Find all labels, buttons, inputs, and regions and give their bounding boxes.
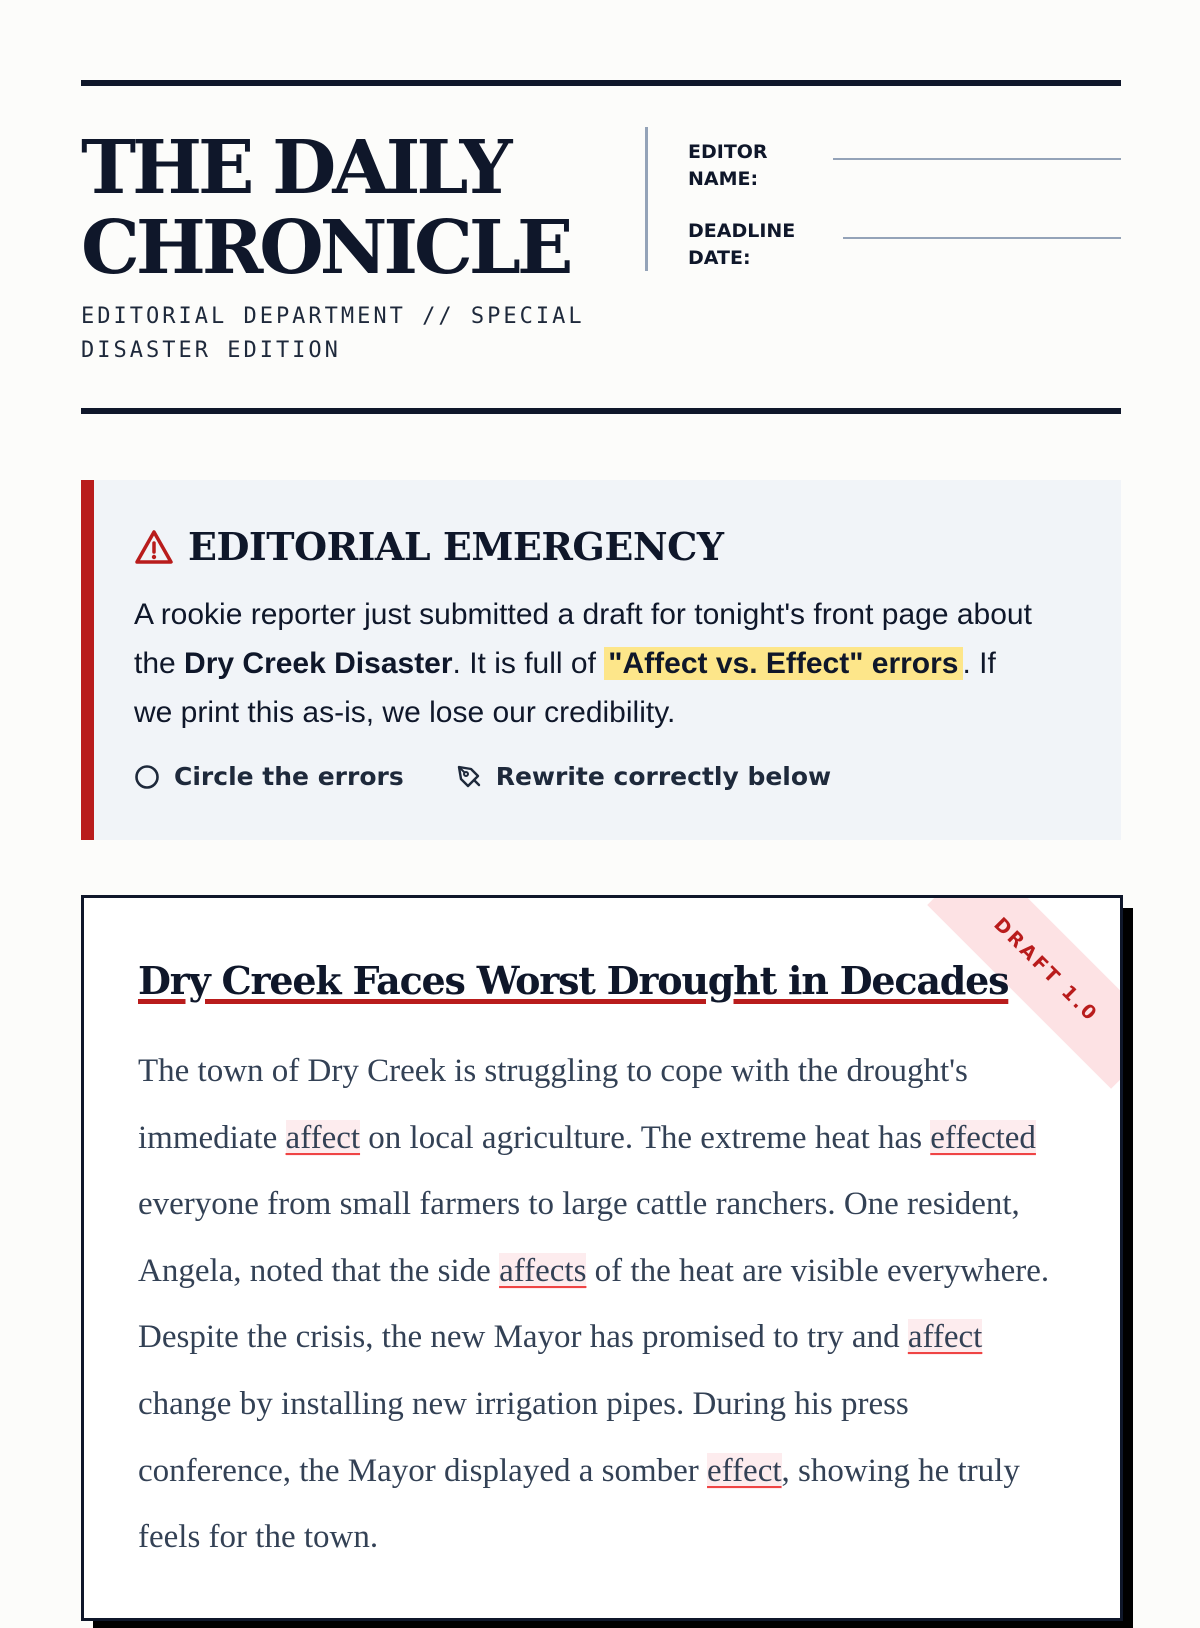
error-word[interactable]: affects: [499, 1252, 587, 1289]
article-headline: Dry Creek Faces Worst Drought in Decades: [138, 958, 1009, 1003]
instructions: [134, 762, 831, 791]
alert-accent-bar: [81, 480, 94, 840]
draft-article-card: [81, 895, 1123, 1621]
draft-ribbon: DRAFT 1.0: [927, 895, 1123, 1089]
editor-name-field[interactable]: [833, 158, 1121, 160]
pen-nib-icon: [456, 764, 482, 790]
error-word[interactable]: affect: [285, 1119, 361, 1156]
alert-body: A rookie reporter just submitted a draft for tonight's front page about the Dry Creek Disaster. It is full of "Affect vs. Effect" errors . If we print this as-is, we lose our credibility.: [134, 598, 1032, 729]
disaster-name: Dry Creek Disaster: [184, 647, 453, 680]
instruction-rewrite: Rewrite correctly below: [456, 762, 831, 791]
editor-name-label: EDITOR NAME:: [688, 141, 768, 190]
error-type-highlight: "Affect vs. Effect" errors: [604, 647, 962, 680]
alert-heading: [134, 524, 723, 570]
circle-icon: [134, 764, 160, 790]
error-word[interactable]: effect: [707, 1452, 782, 1489]
masthead-bottom-rule: [81, 408, 1121, 414]
deadline-date-label: DEADLINE DATE:: [688, 220, 796, 269]
masthead-subtitle: EDITORIAL DEPARTMENT // SPECIAL DISASTER EDITION: [81, 304, 585, 363]
editorial-alert: [81, 480, 1121, 840]
deadline-date-field[interactable]: [843, 237, 1121, 239]
instruction-circle: Circle the errors: [134, 762, 404, 791]
warning-triangle-icon: [134, 529, 174, 565]
masthead-title: THE DAILY CHRONICLE: [81, 125, 570, 291]
alert-title: EDITORIAL EMERGENCY: [188, 524, 724, 569]
masthead-divider: [645, 127, 648, 271]
article-body: The town of Dry Creek is struggling to cope with the drought's immediate affect on local agriculture. The extreme heat has effected everyone from small farmers to large cattle ranchers. One resident, Angela, noted that the side affects of the heat are visible everywhere. Despite the crisis, the new Mayor has promised to try and affect change by installing new irrigation pipes. During his press conference, the Mayor displayed a somber effect, showing he truly feels for the town.: [138, 1053, 1050, 1556]
error-word[interactable]: affect: [907, 1319, 983, 1356]
masthead-top-rule: [81, 80, 1121, 86]
error-word[interactable]: effected: [930, 1119, 1036, 1156]
